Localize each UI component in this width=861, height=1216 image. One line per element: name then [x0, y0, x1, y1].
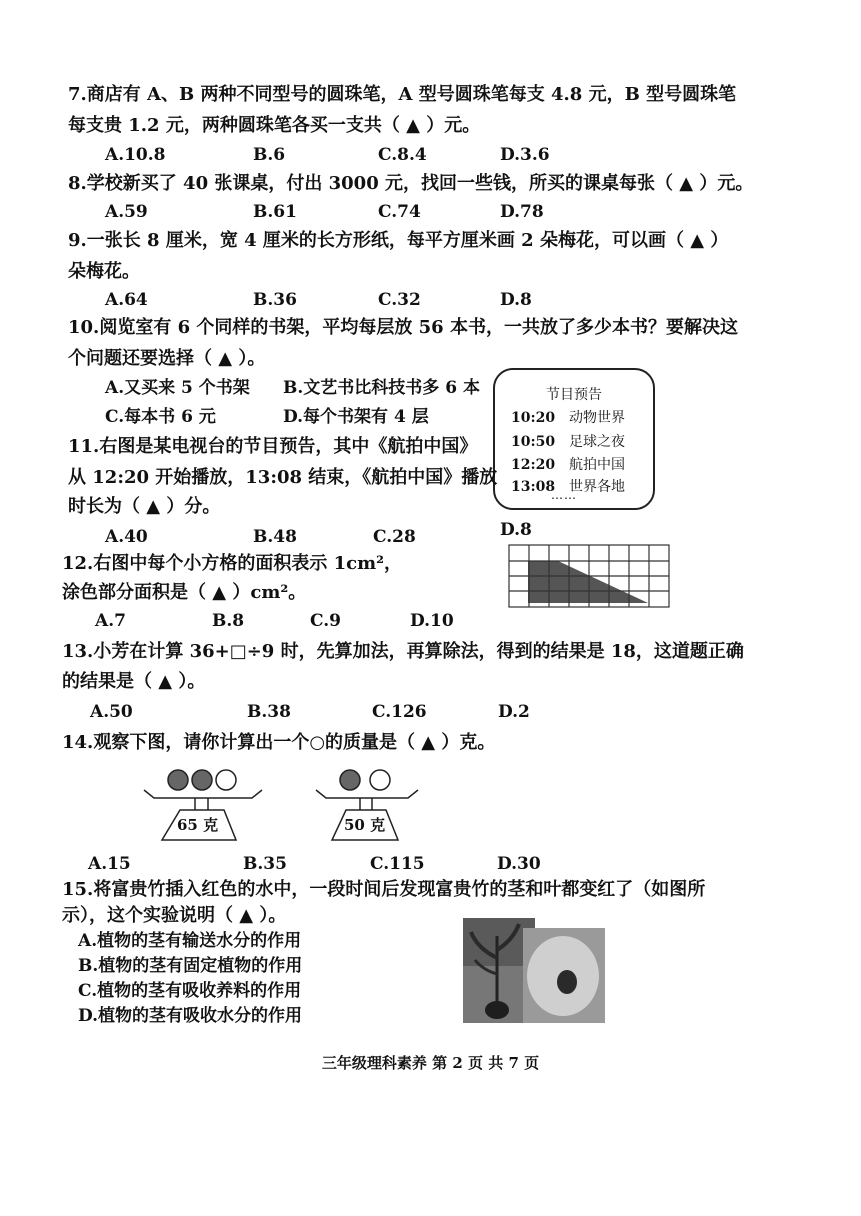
schedule-program: 足球之夜 — [569, 434, 625, 450]
q9-text-line2: 朵梅花。 — [68, 261, 140, 282]
program-schedule-box — [493, 368, 655, 510]
q12-option-b[interactable]: B.8 — [212, 611, 245, 631]
q10-text-line2: 个问题还要选择（ ▲ ）。 — [68, 348, 266, 369]
q12-text-line2: 涂色部分面积是（ ▲ ）cm²。 — [62, 582, 307, 603]
q15-option-a[interactable]: A.植物的茎有输送水分的作用 — [78, 931, 302, 951]
schedule-row — [511, 431, 625, 451]
q11-text-line2: 从 12:20 开始播放，13:08 结束，《航拍中国》播放 — [68, 467, 498, 488]
q7-option-a[interactable]: A.10.8 — [105, 145, 166, 165]
q10-option-c[interactable]: C.每本书 6 元 — [105, 407, 216, 427]
schedule-time: 12:20 — [511, 457, 556, 473]
q13-text-line2: 的结果是（ ▲ ）。 — [62, 671, 206, 692]
q8-option-a[interactable]: A.59 — [105, 202, 148, 222]
schedule-title: 节目预告 — [546, 387, 602, 403]
q12-text-line1: 12.右图中每个小方格的面积表示 1cm²， — [62, 553, 402, 574]
q7-option-b[interactable]: B.6 — [253, 145, 286, 165]
q7-option-c[interactable]: C.8.4 — [378, 145, 427, 165]
schedule-program: 世界各地 — [569, 479, 625, 495]
q7-text-line1: 7.商店有 A、B 两种不同型号的圆珠笔，A 型号圆珠笔每支 4.8 元，B 型号圆珠笔 — [68, 84, 737, 105]
q14-option-a[interactable]: A.15 — [88, 854, 131, 874]
q10-option-d[interactable]: D.每个书架有 4 层 — [283, 407, 429, 427]
q15-text-line1: 15.将富贵竹插入红色的水中，一段时间后发现富贵竹的茎和叶都变红了（如图所 — [62, 879, 706, 900]
schedule-program: 航拍中国 — [569, 457, 625, 473]
q13-option-d[interactable]: D.2 — [498, 702, 530, 722]
q9-option-b[interactable]: B.36 — [253, 290, 297, 310]
q11-option-a[interactable]: A.40 — [105, 527, 148, 547]
q15-text-line2: 示），这个实验说明（ ▲ ）。 — [62, 905, 287, 926]
q7-text-line2: 每支贵 1.2 元，两种圆珠笔各买一支共（ ▲ ）元。 — [68, 115, 481, 136]
q8-option-d[interactable]: D.78 — [500, 202, 544, 222]
q9-option-c[interactable]: C.32 — [378, 290, 421, 310]
schedule-program: 动物世界 — [569, 410, 625, 426]
schedule-row — [511, 454, 625, 474]
q14-text-line1: 14.观察下图，请你计算出一个○的质量是（ ▲ ）克。 — [62, 732, 496, 753]
q15-option-c[interactable]: C.植物的茎有吸收养料的作用 — [78, 981, 302, 1001]
q9-option-d[interactable]: D.8 — [500, 290, 532, 310]
q9-text-line1: 9.一张长 8 厘米，宽 4 厘米的长方形纸，每平方厘米画 2 朵梅花，可以画（ ▲ ） — [68, 230, 729, 251]
q8-text-line1: 8.学校新买了 40 张课桌，付出 3000 元，找回一些钱，所买的课桌每张（ ▲ ）元。 — [68, 173, 754, 194]
q13-option-c[interactable]: C.126 — [372, 702, 427, 722]
page-footer: 三年级理科素养 第 2 页 共 7 页 — [321, 1054, 540, 1072]
q8-option-c[interactable]: C.74 — [378, 202, 421, 222]
q11-text-line1: 11.右图是某电视台的节目预告，其中《航拍中国》 — [68, 436, 478, 457]
q11-option-c[interactable]: C.28 — [373, 527, 416, 547]
q9-option-a[interactable]: A.64 — [105, 290, 148, 310]
q14-option-b[interactable]: B.35 — [243, 854, 287, 874]
q13-option-b[interactable]: B.38 — [247, 702, 291, 722]
q12-option-a[interactable]: A.7 — [95, 611, 126, 631]
scale-left-weight: 65 克 — [177, 816, 219, 834]
q14-option-c[interactable]: C.115 — [370, 854, 425, 874]
q15-option-d[interactable]: D.植物的茎有吸收水分的作用 — [78, 1006, 303, 1026]
q13-option-a[interactable]: A.50 — [90, 702, 133, 722]
schedule-time: 10:20 — [511, 410, 556, 426]
bamboo-experiment-photo — [463, 918, 605, 1023]
schedule-more: …… — [551, 488, 577, 502]
q15-option-b[interactable]: B.植物的茎有固定植物的作用 — [78, 956, 303, 976]
scale-right-weight: 50 克 — [344, 816, 386, 834]
q10-text-line1: 10.阅览室有 6 个同样的书架，平均每层放 56 本书，一共放了多少本书？要解决这 — [68, 317, 738, 338]
q7-option-d[interactable]: D.3.6 — [500, 145, 550, 165]
schedule-row — [511, 407, 625, 427]
q11-option-b[interactable]: B.48 — [253, 527, 297, 547]
area-grid-figure — [508, 544, 672, 612]
q13-text-line1: 13.小芳在计算 36+□÷9 时，先算加法，再算除法，得到的结果是 18，这道题正确 — [62, 641, 744, 662]
q12-option-c[interactable]: C.9 — [310, 611, 341, 631]
q10-option-a[interactable]: A.又买来 5 个书架 — [105, 378, 250, 398]
schedule-time: 10:50 — [511, 434, 556, 450]
q8-option-b[interactable]: B.61 — [253, 202, 297, 222]
q12-option-d[interactable]: D.10 — [410, 611, 454, 631]
q14-option-d[interactable]: D.30 — [497, 854, 541, 874]
shaded-region — [528, 561, 648, 603]
schedule-time: 13:08 — [511, 479, 556, 495]
q10-option-b[interactable]: B.文艺书比科技书多 6 本 — [283, 378, 480, 398]
q11-text-line3: 时长为（ ▲ ）分。 — [68, 496, 221, 517]
q11-option-d[interactable]: D.8 — [500, 520, 532, 540]
